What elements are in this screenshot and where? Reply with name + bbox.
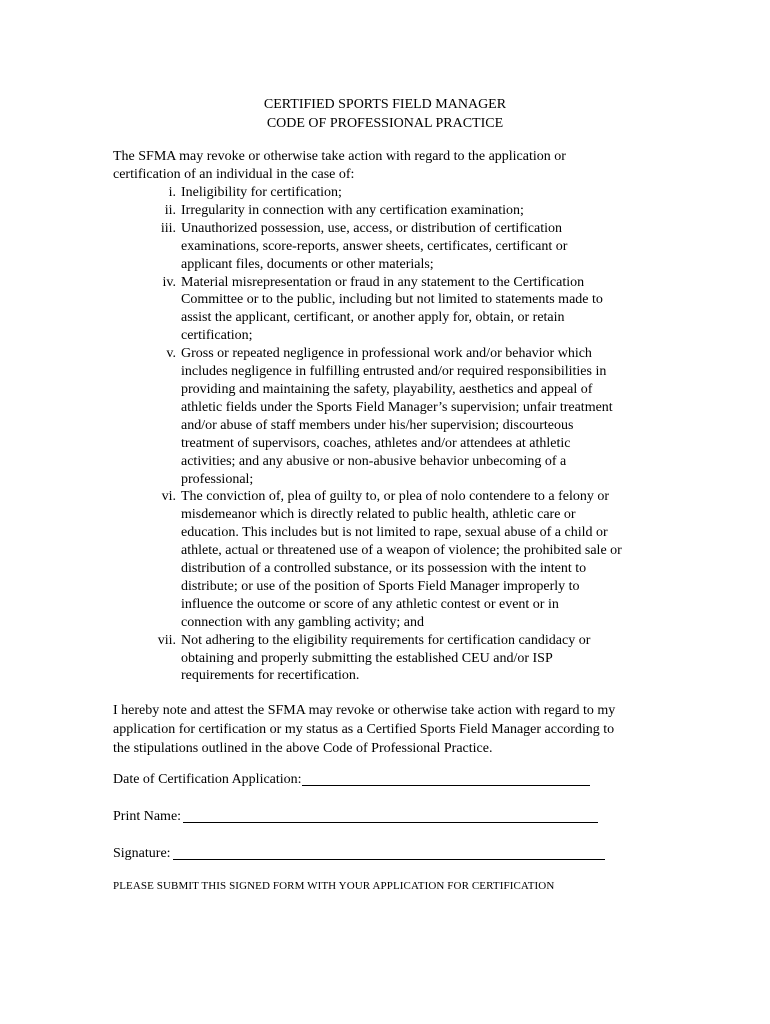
item-line: activities; and any abusive or non-abusive behavior unbecoming of a (181, 453, 567, 469)
item-line: Gross or repeated negligence in professional work and/or behavior which (181, 346, 592, 362)
attest-line: the stipulations outlined in the above Code of Professional Practice. (113, 741, 493, 756)
list-item-ii (113, 202, 673, 220)
list-item-i (113, 184, 673, 202)
print-name-label: Print Name: (113, 809, 182, 824)
item-line: examinations, score-reports, answer sheets, certificates, certificant or (181, 238, 568, 254)
item-line: distribution of a controlled substance, or its possession with the intent to (181, 561, 587, 577)
item-line: requirements for recertification. (181, 668, 360, 684)
item-line: Unauthorized possession, use, access, or distribution of certification (181, 220, 563, 236)
intro-line: The SFMA may revoke or otherwise take action with regard to the application or (113, 149, 566, 164)
item-numeral: iii. (160, 220, 176, 236)
item-line: certification; (181, 328, 253, 344)
title-line-1: CERTIFIED SPORTS FIELD MANAGER (263, 97, 507, 112)
item-line: and/or abuse of staff members under his/her supervision; discourteous (181, 417, 574, 433)
item-text (181, 274, 673, 346)
item-numeral: vi. (161, 489, 176, 505)
date-label: Date of Certification Application: (113, 772, 302, 787)
item-line: misdemeanor which is directly related to public health, athletic care or (181, 507, 576, 523)
list-item-vii (113, 632, 673, 686)
item-line: professional; (181, 471, 254, 487)
item-numeral: vii. (157, 632, 176, 648)
item-line: includes negligence in fulfilling entrusted and/or required responsibilities in (181, 364, 607, 380)
item-line: obtaining and properly submitting the established CEU and/or ISP (181, 650, 553, 666)
item-line: Material misrepresentation or fraud in any statement to the Certification (181, 274, 585, 290)
item-line: distribute; or use of the position of Sports Field Manager improperly to (181, 578, 580, 594)
signature-field-row (113, 845, 605, 863)
item-text (181, 632, 673, 686)
signature-label: Signature: (113, 846, 171, 861)
item-line: assist the applicant, certificant, or another apply for, obtain, or retain (181, 310, 565, 326)
item-line: The conviction of, plea of guilty to, or plea of nolo contendere to a felony or (181, 489, 610, 505)
item-line: athletic fields under the Sports Field Manager’s supervision; unfair treatment (181, 399, 613, 415)
item-line: connection with any gambling activity; and (181, 614, 424, 630)
intro-line: certification of an individual in the case of: (113, 167, 355, 182)
conditions-list (113, 184, 673, 685)
item-text (181, 220, 673, 274)
item-line: Committee or to the public, including but not limited to statements made to (181, 292, 603, 308)
name-field-row (113, 808, 598, 826)
attest-line: I hereby note and attest the SFMA may revoke or otherwise take action with regard to my (113, 703, 616, 718)
item-line: Not adhering to the eligibility requirements for certification candidacy or (181, 632, 591, 648)
item-text (181, 184, 673, 202)
item-line: athlete, actual or threatened use of a weapon of violence; the prohibited sale or (181, 543, 622, 559)
print-name-field[interactable] (183, 808, 598, 823)
document-title (0, 95, 770, 133)
item-text (181, 202, 673, 220)
title-line-2: CODE OF PROFESSIONAL PRACTICE (266, 116, 504, 131)
item-line: applicant files, documents or other materials; (181, 256, 434, 272)
submission-note: PLEASE SUBMIT THIS SIGNED FORM WITH YOUR APPLICATION FOR CERTIFICATION (113, 880, 555, 892)
item-numeral: i. (168, 185, 176, 200)
list-item-vi (113, 488, 673, 631)
item-text (181, 488, 673, 631)
intro-paragraph (113, 148, 673, 184)
attest-line: application for certification or my status as a Certified Sports Field Manager according to (113, 722, 615, 737)
date-field-row (113, 771, 590, 789)
list-item-iii (113, 220, 673, 274)
item-line: Ineligibility for certification; (181, 185, 342, 200)
item-numeral: iv. (162, 274, 176, 290)
item-line: influence the outcome or score of any athletic contest or event or in (181, 596, 559, 612)
date-field[interactable] (302, 771, 590, 786)
attestation-paragraph (113, 701, 673, 758)
item-line: treatment of supervisors, coaches, athletes and/or attendees at athletic (181, 435, 571, 451)
item-text (181, 345, 673, 488)
signature-field[interactable] (173, 845, 605, 860)
item-numeral: v. (166, 346, 176, 362)
list-item-v (113, 345, 673, 488)
item-line: providing and maintaining the safety, playability, aesthetics and appeal of (181, 381, 593, 397)
item-line: Irregularity in connection with any certification examination; (181, 202, 524, 218)
list-item-iv (113, 274, 673, 346)
item-numeral: ii. (164, 202, 176, 218)
item-line: education. This includes but is not limited to rape, sexual abuse of a child or (181, 525, 608, 541)
